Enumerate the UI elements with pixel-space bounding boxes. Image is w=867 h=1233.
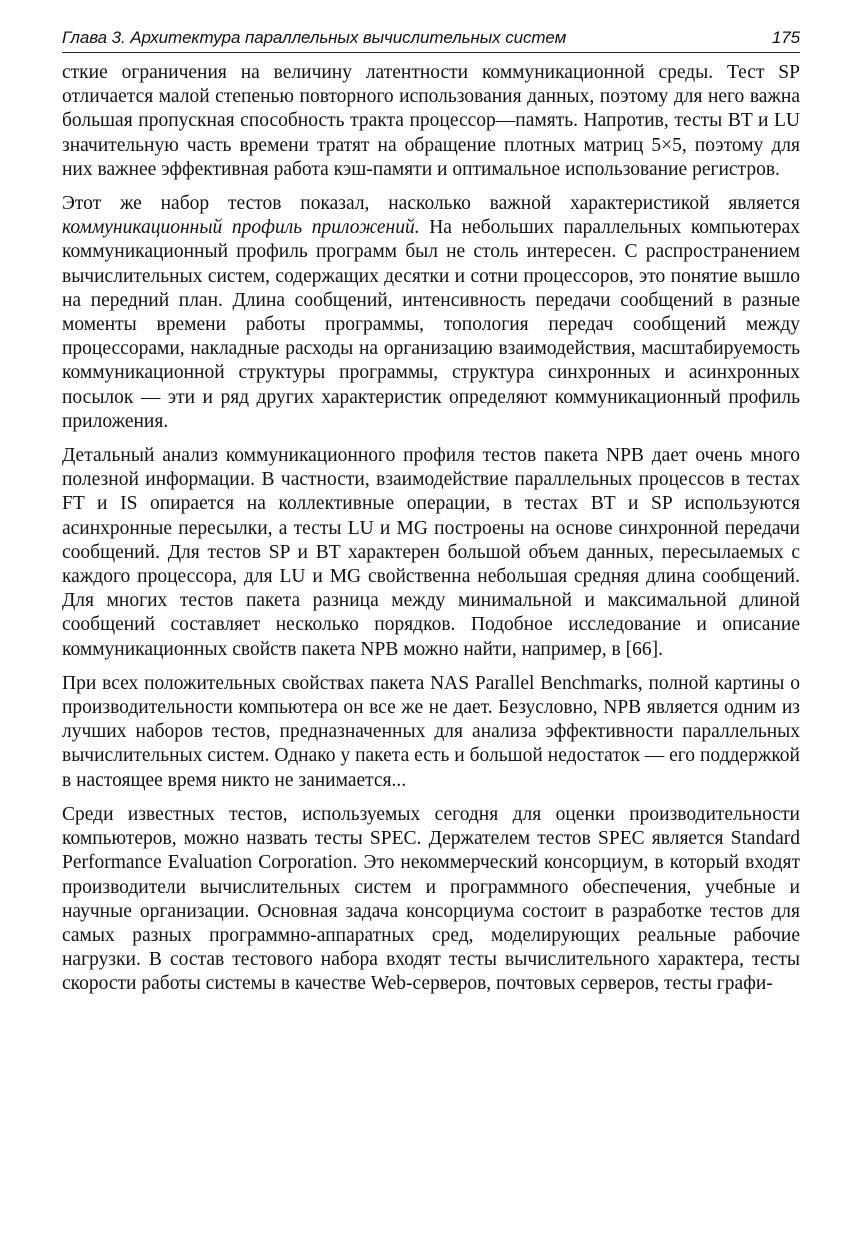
book-page (62, 26, 800, 1007)
body-text (62, 61, 800, 997)
paragraph: При всех положительных свойствах пакета NAS Parallel Benchmarks, полной картины о производительности компьютера он все же не дает. Безусловно, NPB является одним из лучших наборов тестов, предназначенных для анализа эффективности параллельных вычислительных систем. Однако у пакета есть и большой недостаток — его поддержкой в настоящее время никто не занимается... (62, 672, 800, 791)
page-number: 175 (771, 28, 800, 47)
running-header (62, 26, 800, 53)
paragraph: сткие ограничения на величину латентности коммуникационной среды. Тест SP отличается малой степенью повторного использования данных, поэтому для него важна большая пропускная способность тракта процессор—память. Напротив, тесты BT и LU значительную часть времени тратят на обращение плотных матриц 5×5, поэтому для них важнее эффективная работа кэш-памяти и оптимальное использование регистров. (62, 62, 800, 180)
paragraph-text: На небольших параллельных компьютерах коммуникационный профиль программ был не столь интересен. С распространением вычислительных систем, содержащих десятки и сотни процессоров, это понятие вышло на передний план. Длина сообщений, интенсивность передачи сообщений в разные моменты времени работы программы, топология передач сообщений между процессорами, накладные расходы на организацию взаимодействия, масштабируемость коммуникационной структуры программы, структура синхронных и асинхронных посылок — эти и ряд других характеристик определяют коммуникационный профиль приложения. (62, 217, 800, 432)
paragraph: Среди известных тестов, используемых сегодня для оценки производительности компьютеров, можно назвать тесты SPEC. Держателем тестов SPEC является Standard Performance Evaluation Corporation. Это некоммерческий консорциум, в который входят производители вычислительных систем и программного обеспечения, учебные и научные организации. Основная задача консорциума состоит в разработке тестов для самых разных программно-аппаратных сред, моделирующих реальные рабочие нагрузки. В состав тестового набора входят тесты вычислительного характера, тесты скорости работы системы в качестве Web-серверов, почтовых серверов, тесты графи- (62, 803, 800, 995)
paragraph (62, 192, 800, 434)
paragraph-text: Этот же набор тестов показал, насколько важной характеристикой является (62, 193, 800, 215)
chapter-title: Глава 3. Архитектура параллельных вычислительных систем (62, 28, 567, 47)
emphasized-term: коммуникационный профиль приложений. (62, 217, 420, 239)
paragraph: Детальный анализ коммуникационного профиля тестов пакета NPB дает очень много полезной информации. В частности, взаимодействие параллельных процессов в тестах FT и IS опирается на коллективные операции, в тестах BT и SP используются асинхронные пересылки, а тесты LU и MG построены на основе синхронной передачи сообщений. Для тестов SP и BT характерен большой объем данных, пересылаемых с каждого процессора, для LU и MG свойственна небольшая средняя длина сообщений. Для многих тестов пакета разница между минимальной и максимальной длиной сообщений составляет несколько порядков. Подобное исследование и описание коммуникационных свойств пакета NPB можно найти, например, в [66]. (62, 445, 800, 660)
